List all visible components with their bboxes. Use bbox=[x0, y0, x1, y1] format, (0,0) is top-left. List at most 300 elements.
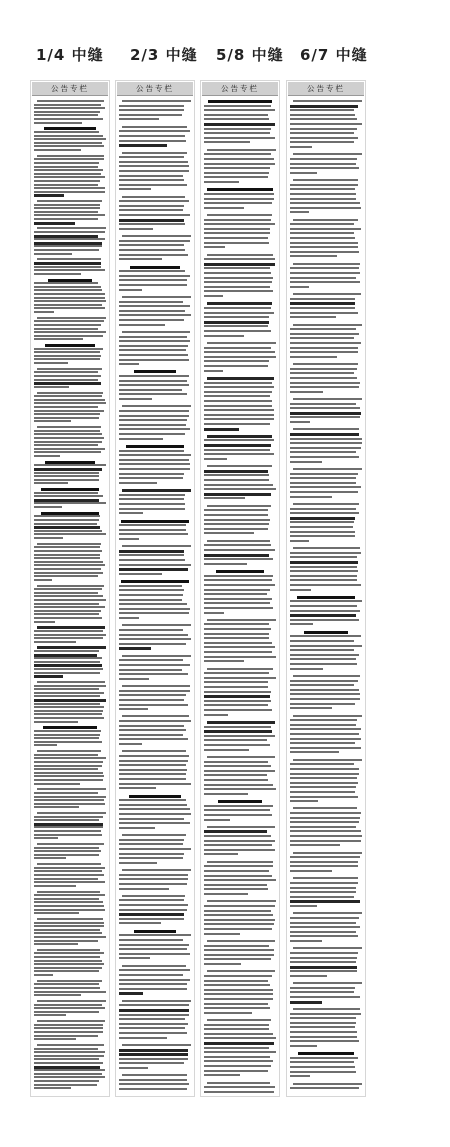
text-line bbox=[119, 957, 150, 959]
text-line bbox=[34, 1038, 76, 1040]
text-line bbox=[204, 312, 274, 314]
text-line bbox=[290, 337, 354, 339]
text-line bbox=[204, 584, 275, 586]
text-line bbox=[34, 837, 58, 839]
text-line bbox=[290, 763, 354, 765]
text-line bbox=[290, 1087, 359, 1089]
text-line bbox=[34, 634, 106, 636]
text-line bbox=[34, 783, 80, 785]
text-line bbox=[37, 585, 104, 587]
text-line bbox=[122, 331, 190, 333]
text-line bbox=[290, 521, 354, 523]
text-line bbox=[119, 305, 190, 307]
text-line bbox=[34, 744, 57, 746]
text-line bbox=[34, 382, 101, 385]
text-line bbox=[34, 204, 100, 206]
text-line bbox=[290, 887, 356, 889]
text-line bbox=[204, 910, 271, 912]
text-line bbox=[122, 965, 186, 967]
text-line bbox=[34, 472, 99, 474]
text-line bbox=[290, 486, 361, 488]
text-line bbox=[204, 242, 269, 244]
text-line bbox=[298, 1052, 354, 1055]
text-line bbox=[204, 905, 275, 907]
text-line bbox=[34, 307, 105, 309]
text-line bbox=[290, 307, 355, 309]
text-line bbox=[290, 391, 323, 393]
text-line bbox=[34, 830, 101, 832]
text-line bbox=[34, 579, 52, 581]
text-line bbox=[204, 840, 275, 842]
text-line bbox=[34, 118, 103, 120]
text-line bbox=[204, 628, 271, 630]
text-line bbox=[34, 847, 99, 849]
text-line bbox=[37, 100, 105, 102]
text-line bbox=[119, 105, 184, 107]
text-line bbox=[204, 623, 269, 625]
text-line bbox=[204, 695, 270, 698]
text-line bbox=[290, 1071, 356, 1073]
text-line bbox=[204, 558, 273, 560]
text-line bbox=[119, 969, 190, 971]
text-line bbox=[41, 488, 98, 491]
text-line bbox=[34, 664, 102, 667]
text-line bbox=[204, 819, 230, 821]
text-line bbox=[34, 721, 78, 723]
text-line bbox=[207, 254, 273, 256]
text-line bbox=[204, 1042, 274, 1045]
text-line bbox=[204, 172, 269, 174]
text-line bbox=[290, 198, 356, 200]
text-line bbox=[119, 503, 185, 505]
text-line bbox=[34, 506, 62, 508]
text-line bbox=[34, 641, 76, 643]
text-line bbox=[290, 342, 361, 344]
text-line bbox=[216, 570, 264, 573]
text-line bbox=[34, 936, 106, 938]
text-line bbox=[204, 370, 223, 372]
text-line bbox=[119, 638, 191, 640]
text-line bbox=[204, 497, 245, 499]
text-line bbox=[204, 246, 225, 248]
text-line bbox=[290, 202, 360, 204]
text-line bbox=[119, 673, 188, 675]
text-line bbox=[34, 231, 105, 233]
text-line bbox=[204, 281, 272, 283]
text-line bbox=[290, 137, 358, 139]
text-line bbox=[119, 244, 184, 246]
column-2 bbox=[115, 80, 195, 1097]
text-line bbox=[290, 372, 354, 374]
text-line bbox=[290, 589, 311, 591]
text-line bbox=[290, 791, 355, 793]
text-line bbox=[119, 678, 149, 680]
text-line bbox=[122, 545, 191, 547]
text-line bbox=[290, 728, 361, 730]
text-line bbox=[119, 438, 163, 440]
text-line bbox=[119, 659, 183, 661]
text-line bbox=[204, 105, 271, 107]
text-line bbox=[34, 575, 98, 577]
text-line bbox=[119, 354, 188, 356]
text-line bbox=[34, 187, 105, 189]
text-line bbox=[204, 123, 275, 126]
text-line bbox=[290, 167, 359, 169]
text-line bbox=[204, 933, 240, 935]
text-line bbox=[126, 445, 184, 448]
text-line bbox=[204, 470, 268, 473]
text-line bbox=[34, 304, 102, 306]
text-line bbox=[34, 672, 100, 674]
text-line bbox=[34, 970, 99, 972]
text-line bbox=[204, 870, 269, 872]
text-line bbox=[204, 1007, 270, 1009]
text-line bbox=[204, 391, 272, 393]
text-line bbox=[122, 296, 191, 298]
text-line bbox=[290, 526, 353, 528]
text-line bbox=[290, 1031, 357, 1033]
text-line bbox=[290, 668, 323, 670]
text-line bbox=[304, 631, 348, 634]
text-line bbox=[119, 1083, 189, 1085]
text-line bbox=[204, 439, 274, 441]
text-line bbox=[34, 515, 100, 517]
text-line bbox=[290, 438, 362, 440]
text-line bbox=[204, 295, 223, 297]
text-line bbox=[204, 198, 274, 200]
text-line bbox=[293, 293, 361, 295]
text-line bbox=[119, 340, 190, 342]
text-line bbox=[204, 158, 274, 160]
text-line bbox=[37, 750, 101, 752]
text-line bbox=[290, 228, 361, 230]
text-line bbox=[204, 607, 273, 609]
text-line bbox=[34, 564, 105, 566]
text-line bbox=[119, 319, 184, 321]
text-line bbox=[204, 1065, 271, 1067]
text-line bbox=[119, 205, 184, 207]
text-line bbox=[204, 109, 275, 111]
text-line bbox=[34, 823, 103, 826]
text-line bbox=[119, 743, 142, 745]
text-line bbox=[34, 983, 99, 985]
text-line bbox=[204, 514, 268, 516]
text-line bbox=[290, 114, 355, 116]
text-line bbox=[119, 853, 184, 855]
text-line bbox=[290, 724, 356, 726]
text-line bbox=[204, 347, 271, 349]
text-line bbox=[119, 170, 189, 172]
text-line bbox=[290, 298, 355, 300]
text-line bbox=[204, 875, 272, 877]
text-line bbox=[290, 1061, 354, 1063]
text-line bbox=[37, 392, 103, 394]
text-line bbox=[204, 474, 269, 476]
text-line bbox=[34, 668, 103, 670]
text-line bbox=[34, 269, 105, 271]
text-line bbox=[290, 751, 339, 753]
text-line bbox=[34, 253, 72, 255]
text-line bbox=[34, 695, 100, 697]
text-line bbox=[204, 642, 272, 644]
text-line bbox=[34, 180, 100, 182]
text-line bbox=[34, 448, 105, 450]
text-line bbox=[119, 508, 185, 510]
text-line bbox=[290, 328, 356, 330]
text-line bbox=[34, 857, 66, 859]
text-line bbox=[204, 267, 270, 269]
text-line bbox=[119, 848, 191, 850]
text-line bbox=[204, 237, 268, 239]
text-line bbox=[290, 403, 356, 405]
text-line bbox=[204, 1028, 269, 1030]
text-line bbox=[119, 477, 183, 479]
column-text-2 bbox=[119, 99, 191, 1093]
text-line bbox=[204, 579, 272, 581]
text-line bbox=[119, 874, 188, 876]
text-line bbox=[34, 806, 79, 808]
text-line bbox=[290, 826, 356, 828]
text-line bbox=[119, 764, 186, 766]
text-line bbox=[34, 262, 101, 265]
text-line bbox=[119, 799, 186, 801]
text-line bbox=[290, 742, 355, 744]
text-line bbox=[207, 540, 270, 542]
text-line bbox=[34, 932, 102, 934]
text-line bbox=[290, 242, 358, 244]
text-line bbox=[290, 347, 358, 349]
text-line bbox=[119, 529, 186, 531]
text-line bbox=[119, 690, 190, 692]
text-line bbox=[290, 356, 337, 358]
text-line bbox=[119, 594, 183, 596]
text-line bbox=[119, 554, 184, 556]
text-line bbox=[290, 535, 355, 537]
text-line bbox=[290, 987, 355, 989]
text-line bbox=[204, 386, 274, 388]
text-line bbox=[34, 1024, 103, 1026]
text-line bbox=[290, 917, 359, 919]
text-line bbox=[204, 444, 271, 447]
text-line bbox=[34, 929, 100, 931]
text-line bbox=[34, 286, 101, 288]
text-line bbox=[34, 568, 101, 570]
text-line bbox=[204, 814, 272, 816]
text-line bbox=[204, 528, 268, 530]
text-line bbox=[204, 423, 270, 425]
text-line bbox=[290, 1026, 355, 1028]
text-line bbox=[34, 909, 105, 911]
text-line bbox=[290, 966, 357, 969]
text-line bbox=[34, 218, 98, 220]
text-line bbox=[290, 719, 357, 721]
text-line bbox=[34, 1004, 102, 1006]
column-3 bbox=[200, 80, 280, 1097]
text-line bbox=[34, 395, 102, 397]
text-line bbox=[290, 856, 360, 858]
text-line bbox=[290, 961, 356, 963]
text-line bbox=[119, 778, 186, 780]
text-line bbox=[119, 424, 186, 426]
text-line bbox=[119, 585, 182, 587]
text-line bbox=[34, 692, 104, 694]
text-line bbox=[34, 1084, 97, 1086]
text-line bbox=[122, 715, 189, 717]
text-line bbox=[34, 546, 100, 548]
text-line bbox=[290, 782, 358, 784]
text-line bbox=[34, 881, 105, 883]
text-line bbox=[207, 756, 275, 758]
text-line bbox=[122, 895, 186, 897]
text-line bbox=[290, 584, 361, 586]
text-line bbox=[204, 575, 273, 577]
text-line bbox=[119, 647, 151, 650]
text-line bbox=[119, 913, 184, 916]
text-line bbox=[34, 519, 99, 521]
text-line bbox=[204, 709, 272, 711]
text-line bbox=[34, 235, 98, 238]
text-line bbox=[204, 409, 274, 411]
text-line bbox=[34, 1087, 71, 1089]
text-line bbox=[34, 572, 103, 574]
text-line bbox=[204, 321, 269, 324]
text-line bbox=[37, 980, 102, 982]
text-line bbox=[290, 451, 356, 453]
text-line bbox=[204, 691, 271, 693]
text-line bbox=[204, 660, 244, 662]
text-line bbox=[119, 843, 183, 845]
text-line bbox=[204, 207, 244, 209]
text-line bbox=[119, 345, 188, 347]
text-line bbox=[293, 363, 358, 365]
text-line bbox=[34, 599, 106, 601]
text-line bbox=[204, 998, 273, 1000]
text-line bbox=[34, 523, 97, 525]
text-line bbox=[119, 270, 185, 272]
text-line bbox=[119, 738, 188, 740]
text-line bbox=[119, 254, 188, 256]
text-line bbox=[119, 184, 187, 186]
text-line bbox=[129, 795, 181, 798]
text-line bbox=[119, 249, 185, 251]
text-line bbox=[34, 338, 83, 340]
text-line bbox=[119, 165, 189, 167]
text-line bbox=[290, 991, 354, 993]
text-line bbox=[290, 1057, 358, 1059]
text-line bbox=[122, 869, 191, 871]
text-line bbox=[290, 207, 361, 209]
text-line bbox=[34, 348, 103, 350]
text-line bbox=[34, 526, 100, 529]
text-line bbox=[37, 258, 101, 260]
text-line bbox=[204, 509, 268, 511]
text-line bbox=[207, 302, 272, 305]
text-line bbox=[204, 484, 273, 486]
text-line bbox=[290, 605, 357, 607]
text-line bbox=[34, 1062, 103, 1064]
text-line bbox=[204, 193, 274, 195]
text-line bbox=[34, 138, 106, 140]
text-line bbox=[290, 211, 309, 213]
text-line bbox=[290, 870, 332, 872]
text-line bbox=[34, 533, 106, 535]
text-line bbox=[34, 537, 63, 539]
text-line bbox=[290, 407, 360, 409]
text-line bbox=[290, 377, 357, 379]
text-line bbox=[34, 768, 98, 770]
text-line bbox=[119, 769, 187, 771]
text-line bbox=[34, 688, 99, 690]
text-line bbox=[290, 835, 362, 837]
text-line bbox=[290, 1075, 310, 1077]
text-line bbox=[119, 428, 190, 430]
text-line bbox=[290, 996, 360, 998]
text-line bbox=[34, 107, 105, 109]
text-line bbox=[293, 468, 362, 470]
text-line bbox=[290, 461, 322, 463]
text-line bbox=[290, 477, 356, 479]
text-line bbox=[34, 238, 105, 240]
text-line bbox=[293, 852, 362, 854]
text-line bbox=[34, 399, 105, 401]
text-line bbox=[204, 163, 275, 165]
text-line bbox=[34, 1076, 105, 1078]
text-line bbox=[204, 453, 274, 455]
text-line bbox=[290, 123, 362, 125]
text-line bbox=[37, 949, 101, 951]
text-line bbox=[204, 949, 274, 951]
text-line bbox=[34, 410, 104, 412]
text-line bbox=[204, 277, 273, 279]
text-line bbox=[37, 1020, 105, 1022]
text-line bbox=[34, 630, 103, 632]
text-line bbox=[293, 398, 362, 400]
text-line bbox=[34, 158, 104, 160]
text-line bbox=[204, 700, 271, 702]
text-line bbox=[34, 249, 99, 251]
text-line bbox=[290, 105, 358, 108]
text-line bbox=[204, 316, 269, 318]
text-line bbox=[34, 245, 102, 247]
text-line bbox=[204, 479, 269, 481]
text-line bbox=[207, 342, 276, 344]
text-line bbox=[204, 1091, 274, 1093]
text-line bbox=[204, 1060, 273, 1062]
text-line bbox=[293, 1008, 361, 1010]
text-line bbox=[122, 196, 185, 198]
text-line bbox=[204, 784, 273, 786]
text-line bbox=[290, 777, 357, 779]
text-line bbox=[207, 149, 276, 151]
text-line bbox=[34, 166, 98, 168]
text-line bbox=[119, 904, 188, 906]
text-line bbox=[119, 398, 152, 400]
text-line bbox=[207, 377, 274, 380]
text-line bbox=[290, 882, 358, 884]
text-line bbox=[119, 454, 191, 456]
text-line bbox=[119, 629, 183, 631]
text-line bbox=[119, 608, 190, 610]
text-line bbox=[34, 922, 104, 924]
text-line bbox=[34, 606, 105, 608]
text-line bbox=[290, 193, 356, 195]
text-line bbox=[119, 363, 139, 365]
text-line bbox=[34, 675, 63, 678]
text-line bbox=[34, 1027, 103, 1029]
text-line bbox=[34, 734, 100, 736]
text-line bbox=[204, 598, 272, 600]
text-line bbox=[119, 289, 142, 291]
